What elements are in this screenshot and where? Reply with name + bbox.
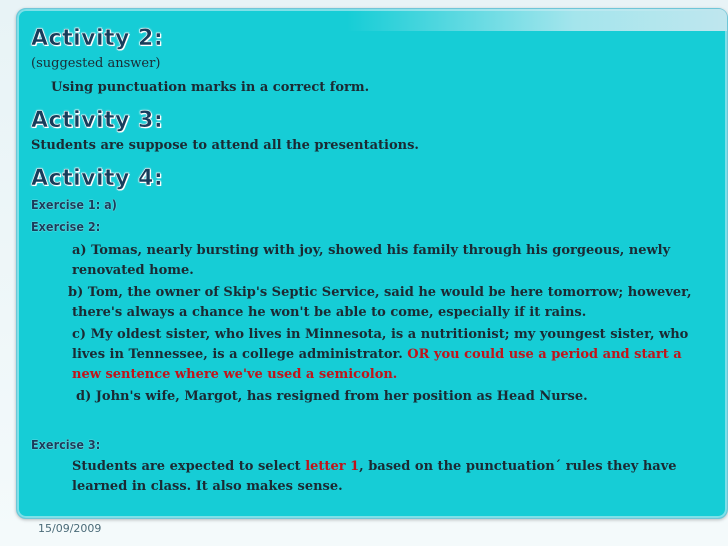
exercise-2-answer-b: b) Tom, the owner of Skip's Septic Service, said he would be here tomorrow; however, there's always a chance he won't be able to come, especially if it rains. xyxy=(68,285,692,320)
exercise-2-answer-d: d) John's wife, Margot, has resigned from her position as Head Nurse. xyxy=(76,389,588,404)
activity-2-text: Using punctuation marks in a correct form. xyxy=(51,80,370,95)
exercise-3-answer xyxy=(72,457,702,497)
activity-3-heading: Activity 3: xyxy=(31,108,164,133)
exercise-3-text-before: Students are expected to select xyxy=(72,459,301,474)
exercise-1-label: Exercise 1: a) xyxy=(31,197,117,212)
header-decoration xyxy=(347,9,727,31)
exercise-3-text-after: , based on the punctuation´ rules they have learned in class. It also makes sense. xyxy=(72,459,677,494)
exercise-2-answer-c-note: OR you could use a period and start a new sentence where we've used a semicolon. xyxy=(72,347,682,382)
exercise-3-highlight: letter 1 xyxy=(305,459,360,474)
exercise-2-label: Exercise 2: xyxy=(31,219,101,234)
activity-2-heading: Activity 2: xyxy=(31,26,164,51)
exercise-2-answer-a: a) Tomas, nearly bursting with joy, showed his family through his gorgeous, newly renovated home. xyxy=(72,243,671,278)
slide-date: 15/09/2009 xyxy=(38,522,102,535)
exercise-3-label: Exercise 3: xyxy=(31,437,101,452)
exercise-2-answer-c-text: c) My oldest sister, who lives in Minnesota, is a nutritionist; my youngest sister, who lives in Tennessee, is a college administrator. xyxy=(72,327,689,362)
activity-2-note: (suggested answer) xyxy=(31,56,161,71)
exercise-2-answer-c xyxy=(72,325,702,385)
activity-3-text: Students are suppose to attend all the presentations. xyxy=(31,138,419,153)
activity-4-heading: Activity 4: xyxy=(31,166,164,191)
